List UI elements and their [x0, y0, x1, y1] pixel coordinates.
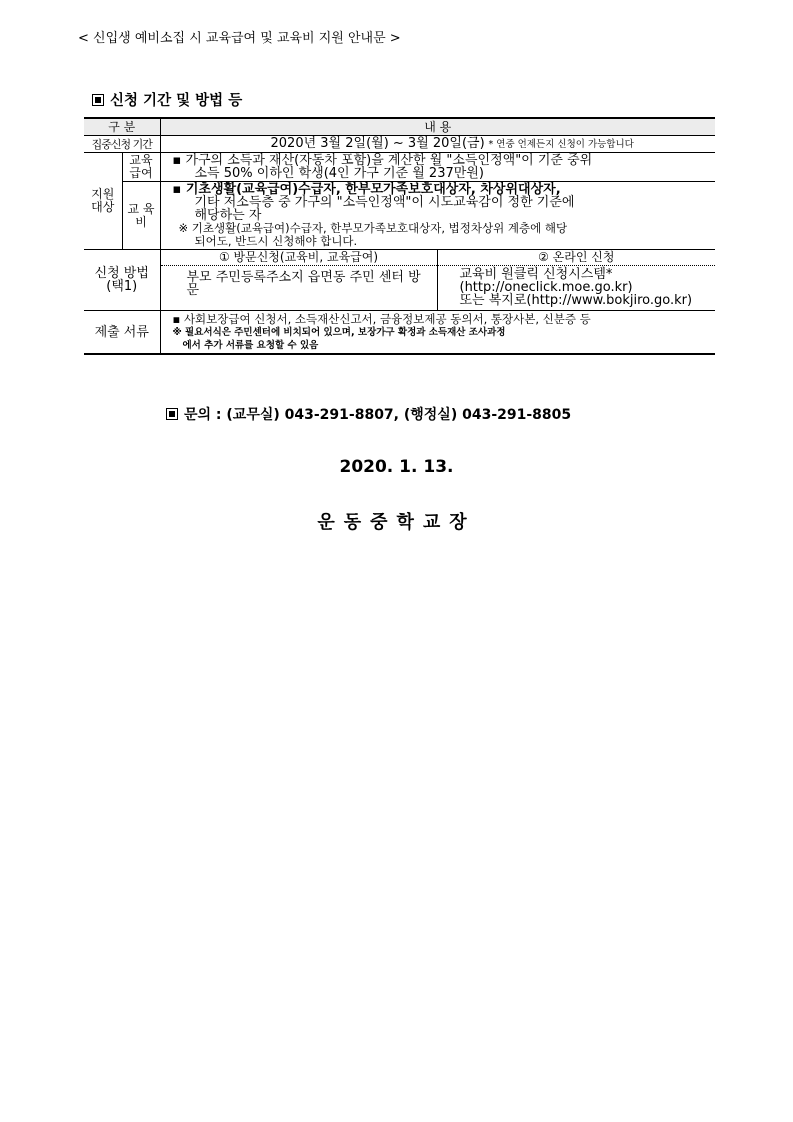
info-table	[84, 117, 715, 355]
documents-label: 제출 서류	[84, 311, 160, 355]
online-method-line1: 교육비 원클릭 신청시스템*	[459, 267, 613, 282]
documents-note2: 에서 추가 서류를 요청할 수 있음	[182, 339, 319, 351]
edu-cost-label: 교 육 비	[122, 182, 160, 250]
edu-cost-line2: 기타 저소득층 중 가구의 "소득인정액"이 시도교육감이 정한 기준에	[194, 195, 575, 210]
square-bullet-icon	[166, 408, 178, 420]
documents-note1: ※ 필요서식은 주민센터에 비치되어 있으며, 보장가구 확정과 소득재산 조사과정	[172, 326, 506, 338]
method-row	[84, 250, 715, 311]
edu-benefit-row	[84, 153, 715, 182]
support-label: 지원 대상	[84, 153, 122, 250]
edu-cost-line3: 해당하는 자	[194, 208, 262, 223]
document-header: < 신입생 예비소집 시 교육급여 및 교육비 지원 안내문 >	[78, 31, 401, 46]
square-bullet-icon	[92, 94, 104, 106]
documents-line1: ▪ 사회보장급여 신청서, 소득재산신고서, 금융정보제공 동의서, 통장사본, 신분증 등	[172, 311, 591, 326]
period-dates: 2020년 3월 2일(월) ~ 3월 20일(금)	[270, 136, 485, 151]
col-content-header: 내 용	[160, 118, 715, 136]
period-row	[84, 136, 715, 153]
edu-cost-note2: 되어도, 반드시 신청해야 합니다.	[194, 234, 358, 248]
online-method-header: ② 온라인 신청	[438, 250, 716, 266]
document-date: 2020. 1. 13.	[339, 457, 454, 477]
principal-signature: 운동중학교장	[317, 512, 476, 533]
inquiry-text: 문의 : (교무실) 043-291-8807, (행정실) 043-291-8805	[184, 407, 572, 423]
edu-benefit-line1: ▪ 가구의 소득과 재산(자동차 포함)을 계산한 월 "소득인정액"이 기준 중위	[172, 153, 593, 168]
edu-benefit-label: 교육 급여	[122, 153, 160, 182]
edu-cost-line1: ▪ 기초생활(교육급여)수급자, 한부모가족보호대상자, 차상위대상자,	[172, 182, 561, 197]
table-header-row	[84, 118, 715, 136]
edu-benefit-line2: 소득 50% 이하인 학생(4인 가구 기준 월 237만원)	[194, 166, 484, 181]
section-title-text: 신청 기간 및 방법 등	[110, 93, 243, 109]
col-category-header: 구 분	[84, 118, 160, 136]
visit-method-body: 부모 주민등록주소지 읍면동 주민 센터 방문	[186, 270, 421, 298]
documents-row	[84, 311, 715, 355]
online-method-url[interactable]: (http://oneclick.moe.go.kr)	[459, 280, 633, 295]
edu-cost-row	[84, 182, 715, 250]
method-label: 신청 방법 (택1)	[84, 250, 160, 311]
visit-method-header: ① 방문신청(교육비, 교육급여)	[161, 250, 437, 266]
section-title	[92, 89, 242, 110]
edu-cost-note1: ※ 기초생활(교육급여)수급자, 한부모가족보호대상자, 법정차상위 계층에 해당	[178, 221, 568, 235]
bokjiro-url[interactable]: 또는 복지로(http://www.bokjiro.go.kr)	[459, 293, 693, 308]
period-label: 집중신청 기간	[84, 136, 160, 153]
period-note: * 연중 언제든지 신청이 가능합니다	[488, 139, 634, 150]
inquiry-line	[166, 404, 571, 424]
